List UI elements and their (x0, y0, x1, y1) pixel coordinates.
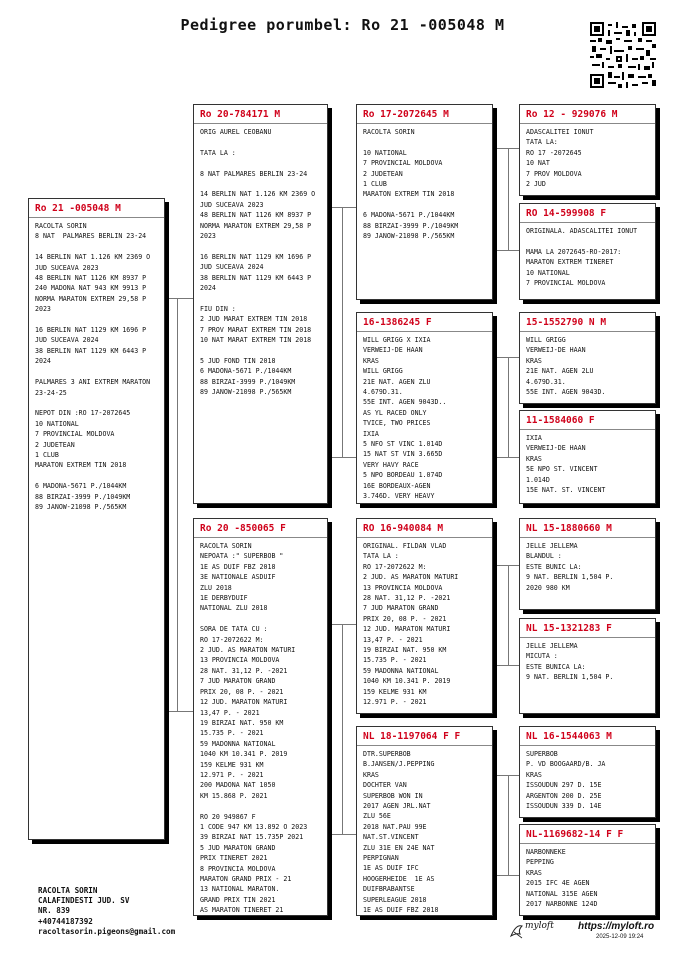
connector-line (508, 148, 509, 250)
pigeon-details: WILL GRIGG VERWEIJ-DE HAAN KRAS 21E NAT. AGEN 2LU 4.679D.31. 55E INT. AGEN 9043D. (526, 336, 606, 397)
pigeon-card-dam-sire-sire[interactable] (519, 518, 656, 610)
connector-line (332, 624, 356, 625)
ring-number: NL-1169682-14 F F (520, 825, 655, 844)
page-title: Pedigree porumbel: Ro 21 -005048 M (180, 16, 505, 34)
pigeon-card-dam-sire-dam[interactable] (519, 618, 656, 714)
ring-number: 15-1552790 N M (520, 313, 655, 332)
pigeon-card-sire-sire[interactable] (356, 104, 493, 300)
qr-code (590, 22, 656, 88)
pigeon-details: ORIGINAL. FILDAN VLAD TATA LA : RO 17-2072622 M: 2 JUD. AS MARATON MATURI 13 PROVINCIA MOLDOVA 28 NAT. 31,12 P. -2021 7 JUD MARATON GRAND PRIX 20, 08 P. - 2021 12 JUD. MARATON MATURI 13,47 P. - 2021 19 BIRZAI NAT. 950 KM 15.735 P. - 2021 59 MADONNA NATIONAL 1040 KM 10.341 P. 2019 159 KELME 931 KM 12.971 P. - 2021 (363, 542, 459, 707)
ring-number: 11-1584060 F (520, 411, 655, 430)
connector-line (508, 357, 509, 457)
connector-line (332, 834, 356, 835)
connector-line (497, 775, 519, 776)
pigeon-card-sire-dam[interactable] (356, 312, 493, 504)
owner-info (38, 886, 175, 937)
pigeon-details: ORIGINALA. ADASCALITEI IONUT MAMA LA 2072645-RO-2017: MARATON EXTREM TINERET 10 NATIONAL 7 PROVINCIAL MOLDOVA (526, 227, 638, 288)
pigeon-card-sire-dam-dam[interactable] (519, 410, 656, 504)
ring-number: NL 15-1880660 M (520, 519, 655, 538)
pigeon-details: RACOLTA SORIN NEPOATA :" SUPERBOB " 1E AS DUIF FBZ 2018 3E NATIONALE ASDUIF ZLU 2018 1E DERBYDUIF NATIONAL ZLU 2018 SORA DE TATA CU : RO 17-2072622 M: 2 JUD. AS MARATON MATURI 13 PROVINCIA MOLDOVA 28 NAT. 31,12 P. -2021 7 JUD MARATON GRAND PRIX 20, 08 P. - 2021 12 JUD. MARATON MATURI 13,47 P. - 2021 19 BIRZAI NAT. 950 KM 15.735 P. - 2021 59 MADONNA NATIONAL 1040 KM 10.341 P. 2019 159 KELME 931 KM 12.971 P. - 2021 200 MADONA NAT 1050 KM 15.868 P. 2021 RO 20 949867 F 1 CODE 947 KM 13.892 O 2023 39 BIRZAI NAT 15.735P 2021 5 JUD MARATON GRAND PRIX TINERET 2021 8 PROVINCIA MOLDOVA MARATON GRAND PRIX - 21 13 NATIONAL MARATON. GRAND PRIX TIN 2021 AS MARATON TINERET 21 (200, 542, 308, 915)
owner-phone: +40744187392 (38, 916, 93, 926)
pigeon-details: SUPERBOB P. VD BOOGAARD/B. JA KRAS ISSOUDUN 297 D. 15E ARGENTON 200 D. 25E ISSOUDUN 339 D. 14E (526, 750, 606, 811)
pigeon-card-sire-dam-sire[interactable] (519, 312, 656, 404)
pigeon-details: RACOLTA SORIN 8 NAT PALMARES BERLIN 23-24 14 BERLIN NAT 1.126 KM 2369 O JUD SUCEAVA 2023 48 BERLIN NAT 1126 KM 8937 P 240 MADONA NAT 943 KM 9913 P NORMA MARATON EXTREM 29,58 P 2023 16 BERLIN NAT 1129 KM 1696 P JUD SUCEAVA 2024 38 BERLIN NAT 1129 KM 6443 P 2024 PALMARES 3 ANI EXTREM MARATON 23-24-25 NEPOT DIN :RO 17-2072645 10 NATIONAL 7 PROVINCIAL MOLDOVA 2 JUDETEAN 1 CLUB MARATON EXTREM TIN 2018 6 MADONA-5671 P./1044KM 88 BIRZAI-3999 P./1049KM 89 JANOW-21098 P./565KM (35, 222, 151, 511)
pigeon-card-sire-sire-dam[interactable] (519, 203, 656, 300)
pigeon-details: RACOLTA SORIN 10 NATIONAL 7 PROVINCIAL MOLDOVA 2 JUDETEAN 1 CLUB MARATON EXTREM TIN 2018 6 MADONA-5671 P./1044KM 88 BIRZAI-3999 P./1049KM 89 JANOW-21098 P./565KM (363, 128, 459, 241)
pigeon-details: WILL GRIGG X IXIA VERWEIJ-DE HAAN KRAS WILL GRIGG 21E NAT. AGEN ZLU 4.679D.31. 55E INT. AGEN 9043D.. AS YL RACED ONLY TVICE, TWO PRICES IXIA 5 NFO ST VINC 1.014D 15 NAT ST VIN 3.665D VERY HAVY RACE 5 NPO BORDEAU 1.074D 16E BORDEAUX-AGEN 3.746D. VERY HEAVY (363, 336, 447, 501)
connector-line (332, 457, 356, 458)
owner-name: RACOLTA SORIN (38, 886, 98, 895)
connector-line (497, 665, 519, 666)
connector-line (169, 298, 193, 299)
ring-number: Ro 17-2072645 M (357, 105, 492, 124)
connector-line (497, 875, 519, 876)
site-link[interactable]: https://myloft.ro (578, 921, 655, 932)
connector-line (497, 148, 519, 149)
pigeon-details: IXIA VERWEIJ-DE HAAN KRAS 5E NPO ST. VINCENT 1.014D 15E NAT. ST. VINCENT (526, 434, 606, 495)
print-date: 2025-12-09 19:24 (596, 934, 644, 940)
ring-number: 16-1386245 F (357, 313, 492, 332)
ring-number: Ro 20 -850065 F (194, 519, 327, 538)
pigeon-details: JELLE JELLEMA MICUTA : ESTE BUNICA LA: 9 NAT. BERLIN 1,504 P. (526, 642, 614, 682)
ring-number: Ro 20-784171 M (194, 105, 327, 124)
pigeon-details: NARBONNEKE PEPPING KRAS 2015 IFC 4E AGEN NATIONAL 315E AGEN 2017 NARBONNE 124D (526, 848, 598, 909)
pigeon-card-dam-dam[interactable] (356, 726, 493, 916)
connector-line (497, 250, 519, 251)
pigeon-details: DTR.SUPERBOB B.JANSEN/J.PEPPING KRAS DOCHTER VAN SUPERBOB WON IN 2017 AGEN JRL.NAT ZLU 56E 2018 NAT.PAU 99E NAT.ST.VINCENT ZLU 31E EN 24E NAT PERPIGNAN 1E AS DUIF IFC HOOGERHEIDE 1E AS DUIFBRABANTSE SUPERLEAGUE 2018 1E AS DUIF FBZ 2018 (363, 750, 439, 915)
pigeon-details: ORIG AUREL CEOBANU TATA LA : 8 NAT PALMARES BERLIN 23-24 14 BERLIN NAT 1.126 KM 2369 O JUD SUCEAVA 2023 48 BERLIN NAT 1126 KM 8937 P NORMA MARATON EXTREM 29,58 P 2023 16 BERLIN NAT 1129 KM 1696 P JUD SUCEAVA 2024 38 BERLIN NAT 1129 KM 6443 P 2024 FIU DIN : 2 JUD MARAT EXTREM TIN 2018 7 PROV MARAT EXTREM TIN 2018 10 NAT MARAT EXTREM TIN 2018 5 JUD FOND TIN 2018 6 MADONA-5671 P./1044KM 88 BIRZAI-3999 P./1049KM 89 JANOW-21098 P./565KM (200, 128, 316, 397)
pigeon-card-dam[interactable] (193, 518, 328, 916)
connector-line (177, 298, 178, 711)
connector-line (497, 357, 519, 358)
ring-number: Ro 12 - 929076 M (520, 105, 655, 124)
owner-nr: NR. 839 (38, 906, 71, 916)
logo-text: myloft (525, 921, 554, 931)
pigeon-card-dam-sire[interactable] (356, 518, 493, 714)
ring-number: NL 18-1197064 F F (357, 727, 492, 746)
ring-number: RO 14-599908 F (520, 204, 655, 223)
pigeon-details: JELLE JELLEMA BLANDUL : ESTE BUNIC LA: 9 NAT. BERLIN 1,504 P. 2020 980 KM (526, 542, 614, 592)
ring-number: Ro 21 -005048 M (29, 199, 164, 218)
connector-line (497, 457, 519, 458)
connector-line (342, 624, 343, 834)
connector-line (169, 711, 193, 712)
connector-line (508, 565, 509, 665)
ring-number: NL 16-1544063 M (520, 727, 655, 746)
connector-line (342, 207, 343, 457)
pigeon-card-sire[interactable] (193, 104, 328, 504)
pigeon-card-sire-sire-sire[interactable] (519, 104, 656, 196)
connector-line (497, 565, 519, 566)
connector-line (508, 775, 509, 875)
pigeon-card-main[interactable] (28, 198, 165, 840)
pigeon-details: ADASCALITEI IONUT TATA LA: RO 17 -2072645 10 NAT 7 PROV MOLDOVA 2 JUD (526, 128, 594, 189)
owner-email: racoltasorin.pigeons@gmail.com (38, 926, 176, 936)
owner-address: CALAFINDESTI JUD. SV (38, 896, 130, 906)
connector-line (332, 207, 356, 208)
pigeon-card-dam-dam-dam[interactable] (519, 824, 656, 916)
ring-number: RO 16-940084 M (357, 519, 492, 538)
pigeon-card-dam-dam-sire[interactable] (519, 726, 656, 818)
ring-number: NL 15-1321283 F (520, 619, 655, 638)
